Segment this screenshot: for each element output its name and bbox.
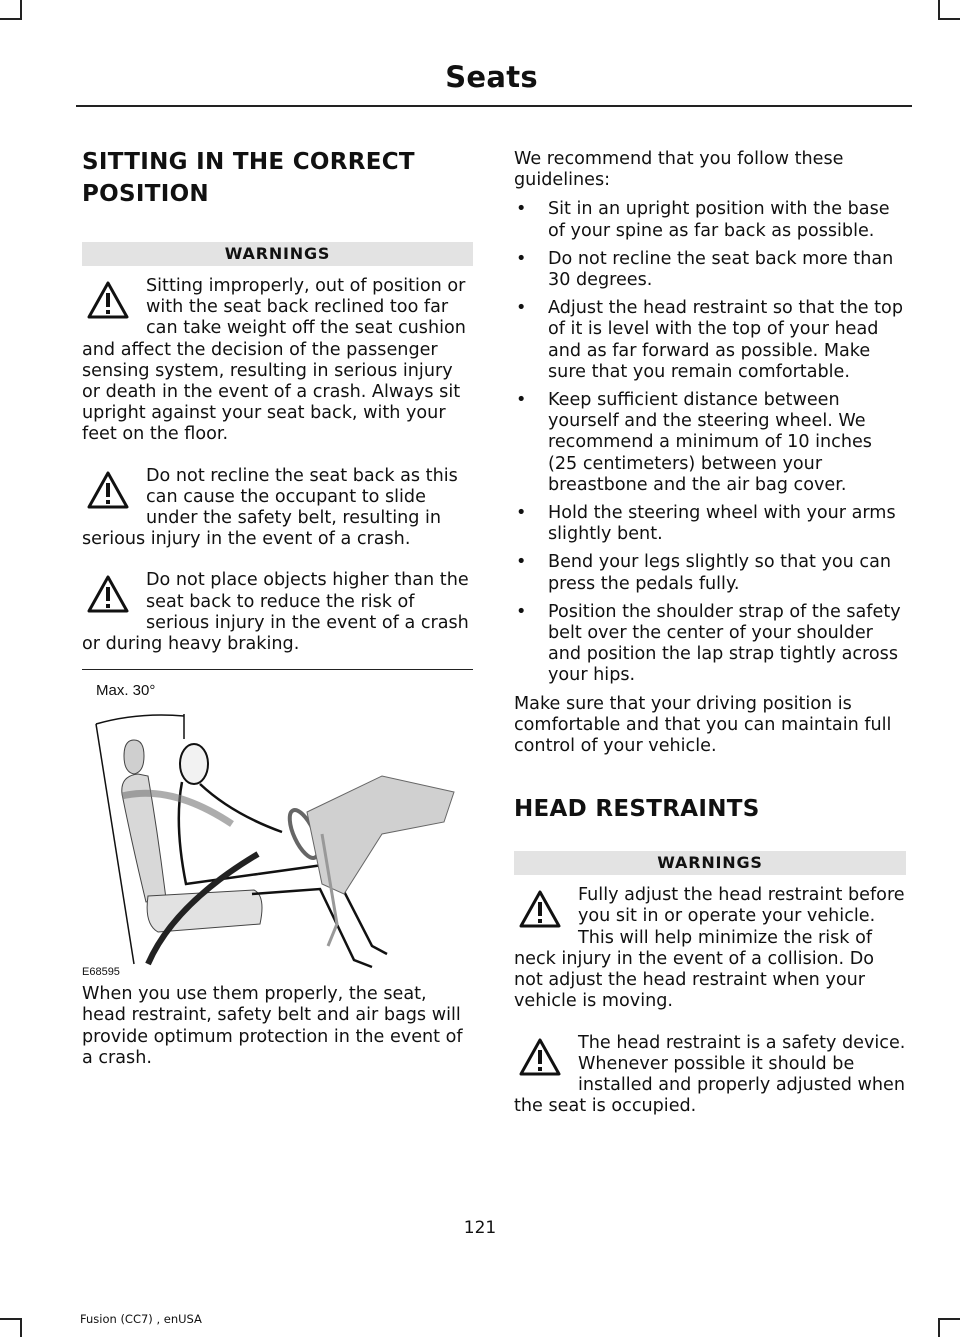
warnings-end-rule xyxy=(82,655,473,670)
crop-mark xyxy=(0,18,22,20)
list-item-text: Hold the steering wheel with your arms slightly bent. xyxy=(548,503,896,545)
list-item xyxy=(514,503,906,545)
warning-text: The head restraint is a safety device. Whenever possible it should be installed and properly adjusted when the seat is occupied. xyxy=(514,1032,906,1117)
list-item-text: Bend your legs slightly so that you can press the pedals fully. xyxy=(548,552,892,594)
warning-triangle-icon xyxy=(86,470,130,510)
angle-label: Max. 30° xyxy=(96,682,156,700)
right-column xyxy=(514,146,906,1117)
list-item-text: Position the shoulder strap of the safety belt over the center of your shoulder and position the lap strap tightly across your hips. xyxy=(548,601,901,686)
bullet-glyph: • xyxy=(516,503,527,524)
heading-line: POSITION xyxy=(82,181,209,207)
left-column xyxy=(82,146,473,1069)
heading-line: SITTING IN THE CORRECT xyxy=(82,149,415,175)
list-item-text: Keep sufficient distance between yourself and the steering wheel. We recommend a minimum of 10 inches (25 centimeters) between your breastbone and the air bag cover. xyxy=(548,390,872,495)
warning-triangle-icon xyxy=(518,889,562,929)
warning-triangle-icon xyxy=(518,1037,562,1077)
header-divider xyxy=(76,105,912,107)
list-item-text: Do not recline the seat back more than 30 degrees. xyxy=(548,248,894,291)
bullet-glyph: • xyxy=(516,248,527,269)
crop-mark xyxy=(938,1318,960,1320)
warning-triangle-icon xyxy=(86,280,130,320)
list-item-text: Sit in an upright position with the base of your spine as far back as possible. xyxy=(548,199,890,241)
warning-text: Do not place objects higher than the seat back to reduce the risk of serious injury in the event of a crash or during heavy braking. xyxy=(82,570,469,655)
list-item xyxy=(514,249,906,291)
warning-item xyxy=(82,466,473,551)
driver-seating-diagram xyxy=(82,684,473,984)
warning-item xyxy=(514,1033,906,1118)
crop-mark xyxy=(20,1318,22,1337)
warning-triangle-icon xyxy=(86,574,130,614)
warning-item xyxy=(82,276,473,446)
closing-paragraph: When you use them properly, the seat, head restraint, safety belt and air bags will provide optimum protection in the event of a crash. xyxy=(82,984,463,1068)
guidelines-list xyxy=(514,199,906,686)
bullet-glyph: • xyxy=(516,552,527,573)
crop-mark xyxy=(938,18,960,20)
section-heading xyxy=(82,146,473,210)
bullet-glyph: • xyxy=(516,390,527,411)
guidelines-intro: We recommend that you follow these guidelines: xyxy=(514,149,844,191)
section-heading: HEAD RESTRAINTS xyxy=(514,796,760,823)
warnings-label: WARNINGS xyxy=(514,851,906,875)
warning-text: Fully adjust the head restraint before you sit in or operate your vehicle. This will help minimize the risk of neck injury in the event of a collision. Do not adjust the head restraint when your vehicle is moving. xyxy=(514,885,905,1012)
warning-text: Sitting improperly, out of position or with the seat back reclined too far can take weight off the seat cushion and affect the decision of the passenger sensing system, resulting in serious injury or death in the event of a crash. Always sit upright against your seat back, with your feet on the floor. xyxy=(82,276,466,445)
crop-mark xyxy=(938,1318,940,1337)
closing-paragraph: Make sure that your driving position is comfortable and that you can maintain full control of your vehicle. xyxy=(514,693,892,757)
bullet-glyph: • xyxy=(516,199,527,220)
crop-mark xyxy=(938,0,940,18)
list-item xyxy=(514,552,906,594)
list-item xyxy=(514,199,906,241)
list-item xyxy=(514,602,906,687)
list-item-text: Adjust the head restraint so that the top of it is level with the top of your head and as far forward as possible. Make sure that you remain comfortable. xyxy=(548,298,903,382)
warning-item xyxy=(82,570,473,655)
crop-mark xyxy=(0,1318,22,1320)
warnings-label: WARNINGS xyxy=(82,242,473,266)
crop-mark xyxy=(20,0,22,18)
bullet-glyph: • xyxy=(516,601,527,622)
seating-position-illustration xyxy=(82,684,473,984)
warning-text: Do not recline the seat back as this can cause the occupant to slide under the safety belt, resulting in serious injury in the event of a crash. xyxy=(82,465,458,550)
page-header-title: Seats xyxy=(445,60,538,94)
warning-item xyxy=(514,885,906,1012)
figure-code: E68595 xyxy=(82,966,120,979)
list-item xyxy=(514,390,906,496)
edition-footer: Fusion (CC7) , enUSA xyxy=(80,1312,202,1326)
page-number: 121 xyxy=(463,1218,497,1238)
list-item xyxy=(514,298,906,383)
bullet-glyph: • xyxy=(516,298,527,319)
